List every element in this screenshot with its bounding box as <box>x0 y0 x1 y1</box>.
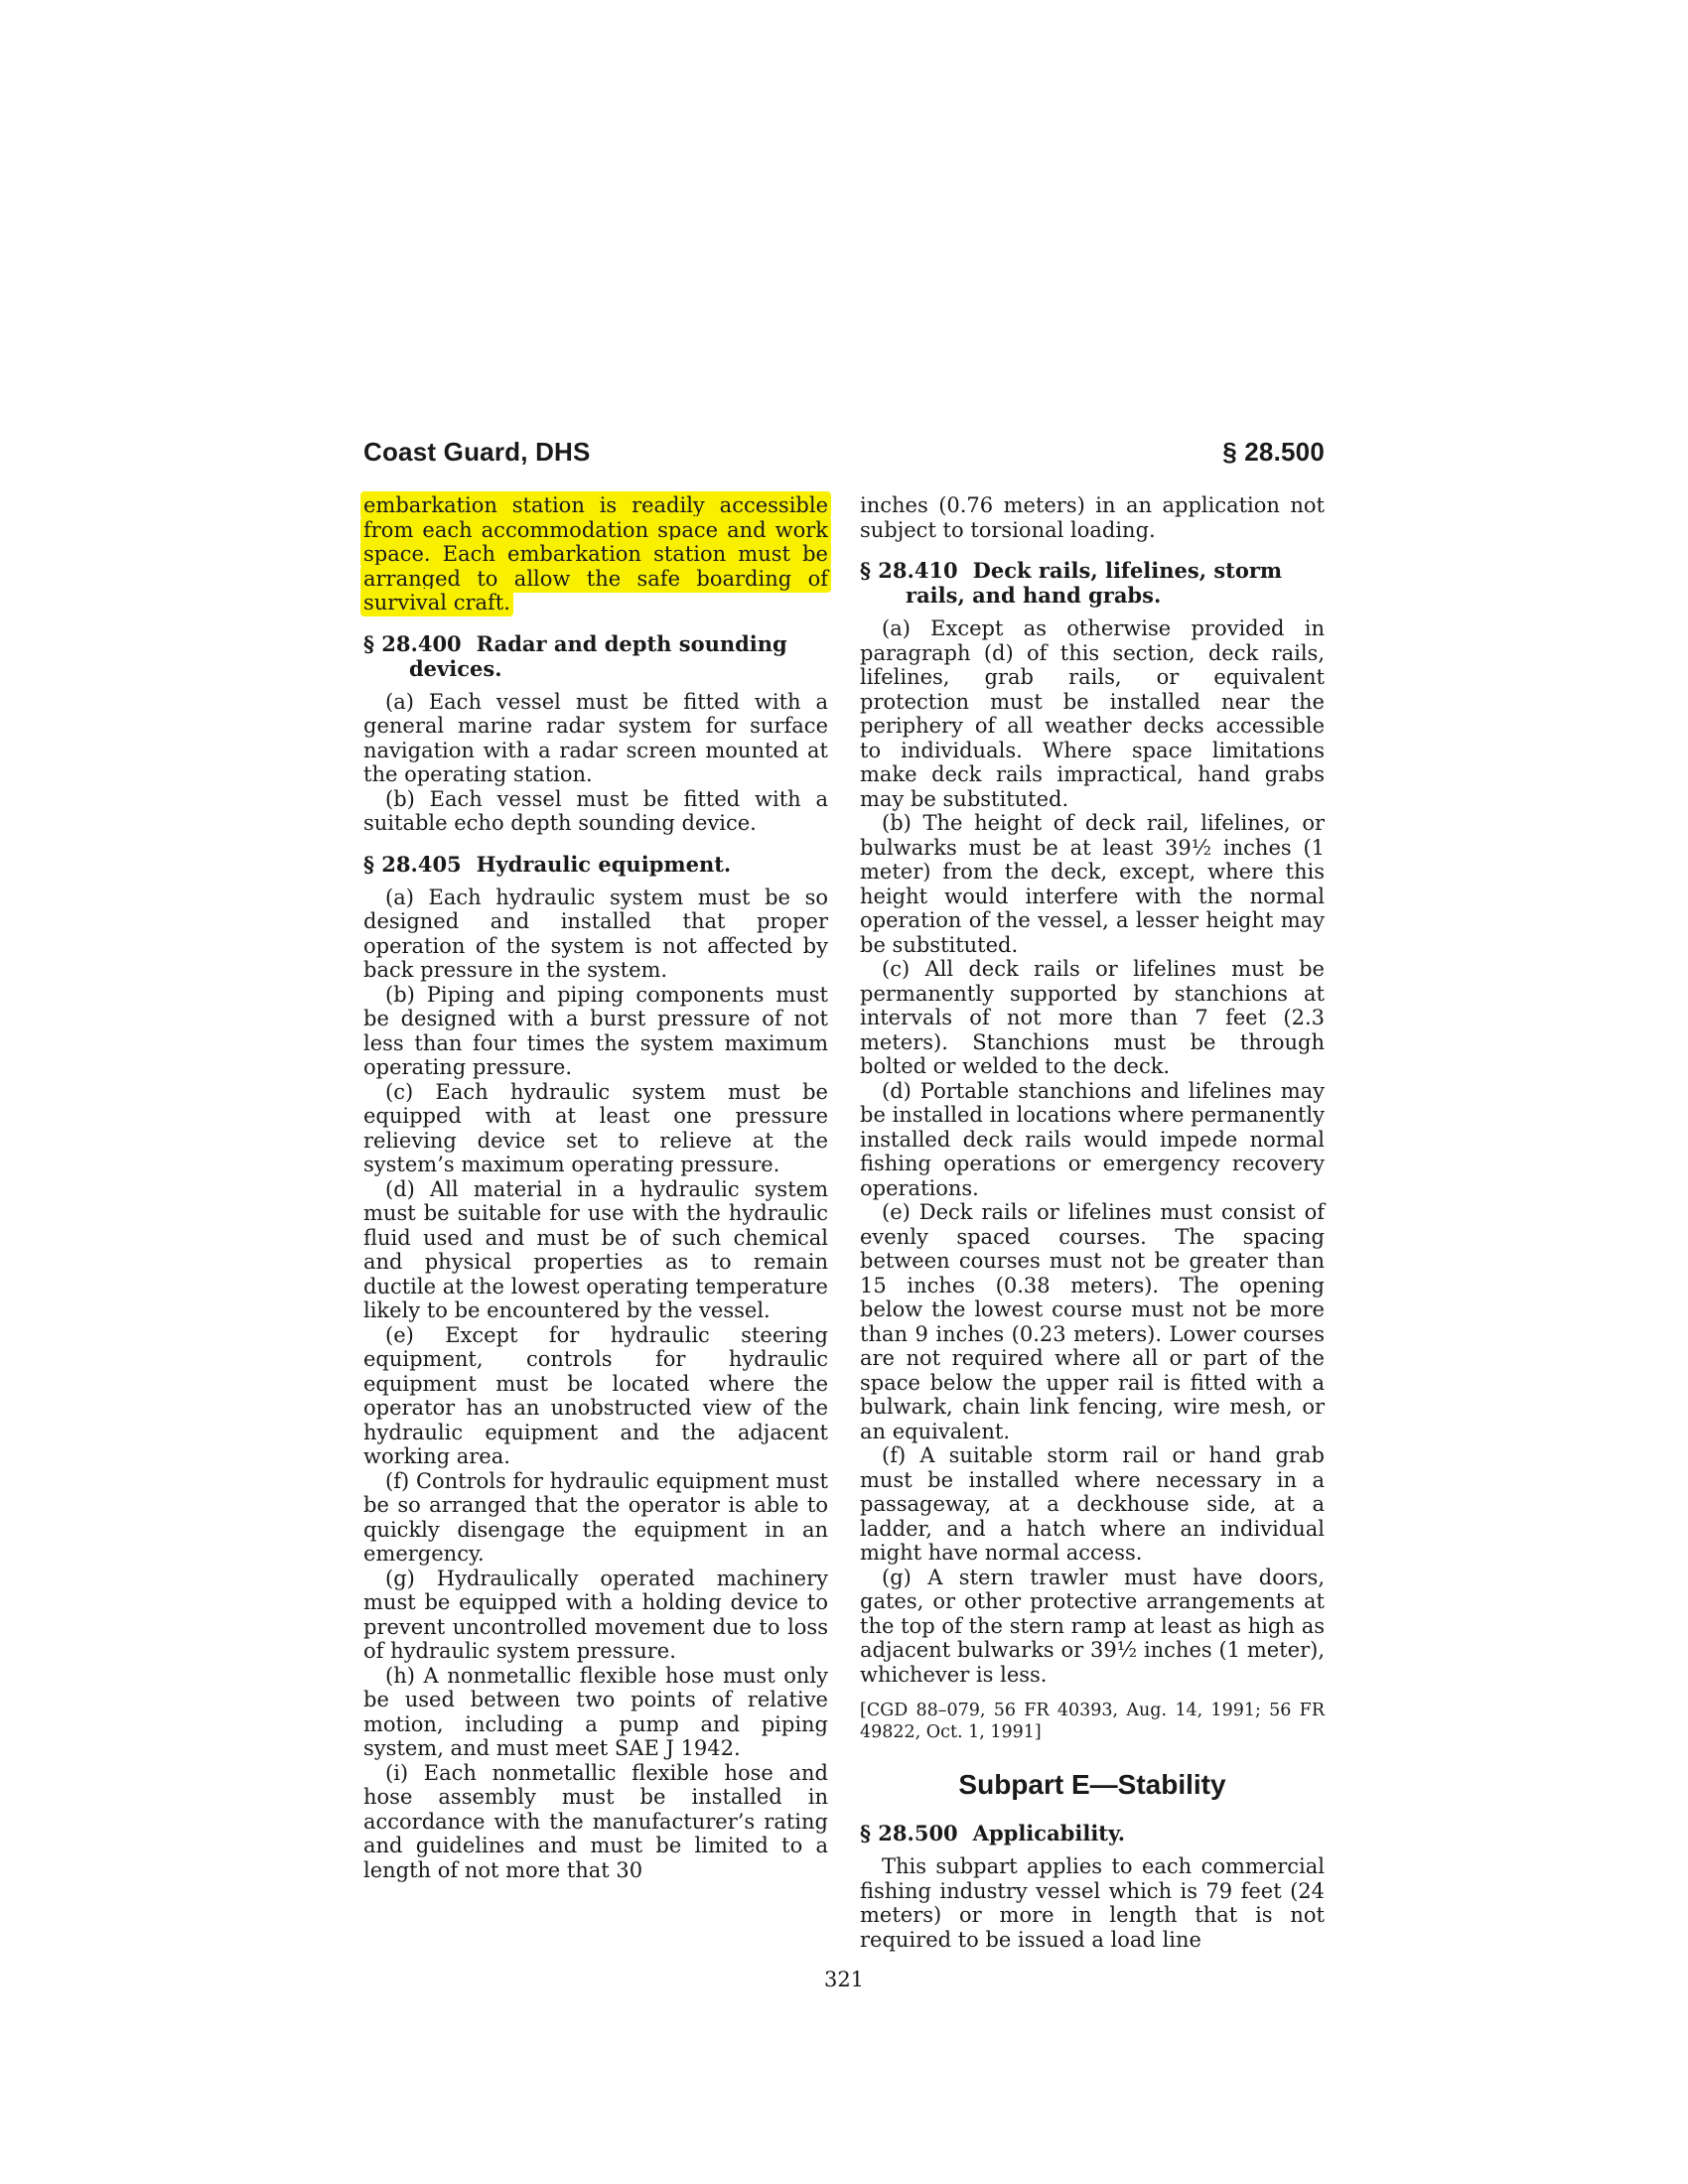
section-number: § 28.400 <box>363 630 462 656</box>
section-title: Radar and depth sounding devices. <box>409 630 787 681</box>
paragraph: (b) The height of deck rail, lifelines, or bulwarks must be at least 39½ inches (1 meter) from the deck, except, where this height would interfere with the normal operation of the vessel, a lesser height may be substituted. <box>860 811 1325 957</box>
paragraph: (b) Each vessel must be fitted with a suitable echo depth sounding device. <box>363 786 828 835</box>
subpart-heading: Subpart E—Stability <box>958 1769 1226 1800</box>
paragraph: (g) A stern trawler must have doors, gates, or other protective arrangements at the top of the stern ramp at least as high as adjacent bulwarks or 39½ inches (1 meter), whichever is less. <box>860 1565 1325 1687</box>
page-number: 321 <box>823 1968 865 1991</box>
right-column <box>860 493 1325 1952</box>
section-title: Deck rails, lifelines, storm rails, and hand grabs. <box>906 558 1283 608</box>
paragraph: (h) A nonmetallic flexible hose must only be used between two points of relative motion, including a pump and piping system, and must meet SAE J 1942. <box>363 1663 828 1760</box>
paragraph: (e) Except for hydraulic steering equipment, controls for hydraulic equipment must be located where the operator has an unobstructed view of the hydraulic equipment and the adjacent working area. <box>363 1322 828 1468</box>
paragraph: (d) Portable stanchions and lifelines may be installed in locations where permanently installed deck rails would impede normal fishing operations or emergency recovery operations. <box>860 1078 1325 1200</box>
section-title: Applicability. <box>972 1821 1126 1845</box>
running-header <box>363 437 1325 468</box>
citation: [CGD 88–079, 56 FR 40393, Aug. 14, 1991; 56 FR 49822, Oct. 1, 1991] <box>860 1701 1325 1742</box>
paragraph: (f) A suitable storm rail or hand grab must be installed where necessary in a passageway, at a deckhouse side, at a ladder, and a hatch where an individual might have normal access. <box>860 1443 1325 1565</box>
running-header-right: § 28.500 <box>1222 437 1325 467</box>
paragraph: (g) Hydraulically operated machinery must be equipped with a holding device to prevent uncontrolled movement due to loss of hydraulic system pressure. <box>363 1566 828 1663</box>
highlighted-paragraph <box>363 493 828 615</box>
two-column-layout <box>363 493 1325 1952</box>
left-column <box>363 493 828 1952</box>
paragraph: (f) Controls for hydraulic equipment must be so arranged that the operator is able to quickly disengage the equipment in an emergency. <box>363 1468 828 1566</box>
highlighted-text: embarkation station is readily accessible from each accommodation space and work space. Each embarkation station must be arranged to allow the safe boarding of survival craft. <box>360 491 831 616</box>
paragraph: (d) All material in a hydraulic system must be suitable for use with the hydraulic fluid used and must be of such chemical and physical properties as to remain ductile at the lowest operating temperature likely to be encountered by the vessel. <box>363 1176 828 1322</box>
section-number: § 28.500 <box>860 1821 958 1845</box>
paragraph: (c) All deck rails or lifelines must be permanently supported by stanchions at intervals of not more than 7 feet (2.3 meters). Stanchions must be through bolted or welded to the deck. <box>860 957 1325 1078</box>
section-number: § 28.410 <box>860 558 958 583</box>
paragraph: (e) Deck rails or lifelines must consist of evenly spaced courses. The spacing between courses must not be greater than 15 inches (0.38 meters). The opening below the lowest course must not be more than 9 inches (0.23 meters). Lower courses are not required where all or part of the space below the upper rail is fitted with a bulwark, chain link fencing, wire mesh, or an equivalent. <box>860 1200 1325 1443</box>
paragraph: (i) Each nonmetallic flexible hose and hose assembly must be installed in accordance with the manufacturer’s rating and guidelines and must be limited to a length of not more that 30 <box>363 1760 828 1882</box>
continuation-paragraph: inches (0.76 meters) in an application not subject to torsional loading. <box>860 493 1325 542</box>
paragraph: (a) Except as otherwise provided in paragraph (d) of this section, deck rails, lifelines, grab rails, or equivalent protection must be installed near the periphery of all weather decks accessible to individuals. Where space limitations make deck rails impractical, hand grabs may be substituted. <box>860 616 1325 811</box>
paragraph: (a) Each hydraulic system must be so designed and installed that proper operation of the system is not affected by back pressure in the system. <box>363 885 828 982</box>
section-heading-28-405 <box>363 852 828 877</box>
section-heading-28-500 <box>860 1821 1325 1845</box>
section-title: Hydraulic equipment. <box>476 851 732 877</box>
paragraph: (b) Piping and piping components must be designed with a burst pressure of not less than four times the system maximum operating pressure. <box>363 982 828 1079</box>
section-heading-28-400 <box>363 631 828 681</box>
paragraph: This subpart applies to each commercial fishing industry vessel which is 79 feet (24 meters) or more in length that is not required to be issued a load line <box>860 1854 1325 1952</box>
section-number: § 28.405 <box>363 851 462 877</box>
section-heading-28-410 <box>860 558 1325 608</box>
page-content <box>363 437 1325 1952</box>
paragraph: (c) Each hydraulic system must be equipped with at least one pressure relieving device set to relieve at the system’s maximum operating pressure. <box>363 1079 828 1176</box>
running-header-left: Coast Guard, DHS <box>363 437 591 467</box>
paragraph: (a) Each vessel must be fitted with a general marine radar system for surface navigation with a radar screen mounted at the operating station. <box>363 689 828 786</box>
